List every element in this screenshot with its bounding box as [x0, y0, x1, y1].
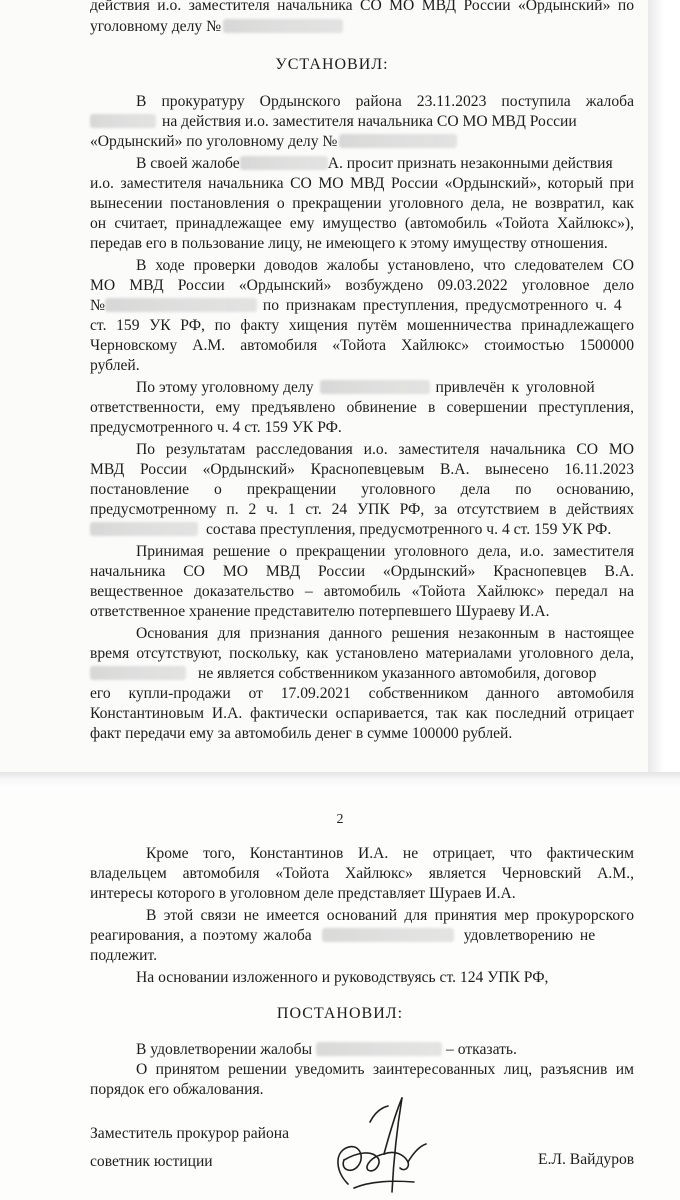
p7-line-5: Константиновым И.А. фактически оспаривается, так как последний отрицает — [90, 705, 634, 722]
p5-line-1: По результатам расследования и.о. заместителя начальника СО МО — [136, 441, 634, 458]
heading-postanovil: ПОСТАНОВИЛ: — [276, 1005, 404, 1022]
p2-line-5: передав его в пользование лицу, не имеющего к этому имуществу отношения. — [90, 235, 608, 252]
p2-line-4: он считает, принадлежащее ему имущество (автомобиль «Тойота Хайлюкс»), — [90, 215, 634, 232]
p3-line-5: Черновскому А.М. автомобиля «Тойота Хайлюкс» стоимостью 1500000 — [90, 337, 634, 354]
p3-line-2: МО МВД России «Ордынский» возбуждено 09.03.2022 уголовное дело — [90, 277, 634, 294]
p7-line-2: время отсутствуют, поскольку, как установлено материалами уголовного дела, — [90, 645, 634, 662]
p4-line-3: предусмотренного ч. 4 ст. 159 УК РФ. — [90, 419, 342, 436]
redaction — [240, 156, 328, 170]
p2-4-line: В удовлетворении жалобы – отказать. — [136, 1041, 517, 1058]
p3-line-4: ст. 159 УК РФ, по факту хищения путём мошенничества принадлежащего — [90, 317, 634, 334]
p2-2-line-2: реагирования, а поэтому жалоба удовлетворению не — [90, 927, 596, 944]
page-number: 2 — [336, 812, 344, 827]
p3-line-3: № по признакам преступления, предусмотренного ч. 4 — [90, 297, 622, 314]
p4-line-1: По этому уголовному делу привлечён к уголовной — [136, 379, 595, 396]
redaction — [322, 928, 454, 942]
p2-line-1: В своей жалобе А. просит признать незаконными действия — [136, 155, 613, 172]
redaction — [316, 1042, 442, 1056]
redaction — [339, 134, 457, 148]
signature-name: Е.Л. Вайдуров — [538, 1151, 635, 1168]
p6-line-2: начальника СО МО МВД России «Ордынский» Краснопевцев В.А. — [90, 563, 634, 580]
redaction — [90, 114, 156, 128]
redaction — [105, 298, 257, 312]
p1-line-2: на действия и.о. заместителя начальника СО МО МВД России — [90, 112, 577, 132]
redaction — [223, 19, 343, 33]
redaction — [90, 522, 198, 536]
document-page-2 — [0, 790, 680, 1200]
signature-position: Заместитель прокурор района — [90, 1125, 290, 1142]
redaction — [90, 666, 186, 680]
page-edge-shadow — [648, 0, 664, 772]
signature-rank: советник юстиции — [90, 1153, 213, 1170]
redaction — [320, 380, 430, 394]
intro-line-1: действия и.о. заместителя начальника СО МО МВД России «Ордынский» по — [90, 0, 634, 14]
p3-line-6: рублей. — [90, 357, 140, 374]
p5-line-2: МВД России «Ордынский» Краснопевцевым В.А. вынесено 16.11.2023 — [90, 461, 634, 478]
p5-line-3: постановление о прекращении уголовного дела по основанию, — [90, 481, 634, 498]
page-separator — [0, 772, 680, 790]
p2-5-line-2: порядок его обжалования. — [90, 1081, 264, 1098]
p2-1-line-3: интересы которого в уголовном деле представляет Шураев И.А. — [90, 885, 516, 902]
p2-line-3: вынесении постановления о прекращении уголовного дела, не возвратил, как — [90, 195, 634, 212]
p3-line-1: В ходе проверки доводов жалобы установлено, что следователем СО — [136, 257, 634, 274]
p2-5-line-1: О принятом решении уведомить заинтересованных лиц, разъяснив им — [136, 1061, 634, 1078]
p1-line-3: «Ордынский» по уголовному делу № — [90, 132, 457, 152]
p5-line-4: предусмотренному п. 2 ч. 1 ст. 24 УПК РФ, за отсутствием в действиях — [90, 501, 634, 518]
p2-2-line-1: В этой связи не имеется оснований для принятия мер прокурорского — [146, 907, 634, 924]
p1-line-1: В прокуратуру Ордынского района 23.11.2023 поступила жалоба — [136, 93, 634, 110]
p7-line-6: факт передачи ему за автомобиль денег в сумме 100000 рублей. — [90, 725, 513, 742]
p6-line-3: вещественное доказательство – автомобиль «Тойота Хайлюкс» передал на — [90, 583, 634, 600]
p6-line-4: ответственное хранение представителю потерпевшего Шураеву И.А. — [90, 603, 550, 620]
p7-line-4: его купли-продажи от 17.09.2021 собственником данного автомобиля — [90, 685, 634, 702]
p2-3-line: На основании изложенного и руководствуясь ст. 124 УПК РФ, — [136, 969, 549, 986]
handwritten-signature — [318, 1092, 438, 1200]
p6-line-1: Принимая решение о прекращении уголовного дела, и.о. заместителя — [136, 543, 634, 560]
p5-line-5: состава преступления, предусмотренного ч. 4 ст. 159 УК РФ. — [90, 520, 611, 540]
p7-line-1: Основания для признания данного решения незаконным в настоящее — [136, 625, 634, 642]
heading-ustanovil: УСТАНОВИЛ: — [275, 56, 389, 73]
p2-1-line-1: Кроме того, Константинов И.А. не отрицает, что фактическим — [146, 845, 634, 862]
p2-2-line-3: подлежит. — [90, 947, 157, 964]
p4-line-2: ответственности, ему предъявлено обвинение в совершении преступления, — [90, 399, 634, 416]
intro-line-2: уголовному делу № — [90, 17, 343, 37]
p2-line-2: и.о. заместителя начальника СО МО МВД России «Ордынский», который при — [90, 175, 634, 192]
p7-line-3: не является собственником указанного автомобиля, договор — [90, 664, 596, 684]
p2-1-line-2: владельцем автомобиля «Тойота Хайлюкс» является Черновский А.М., — [90, 865, 634, 882]
